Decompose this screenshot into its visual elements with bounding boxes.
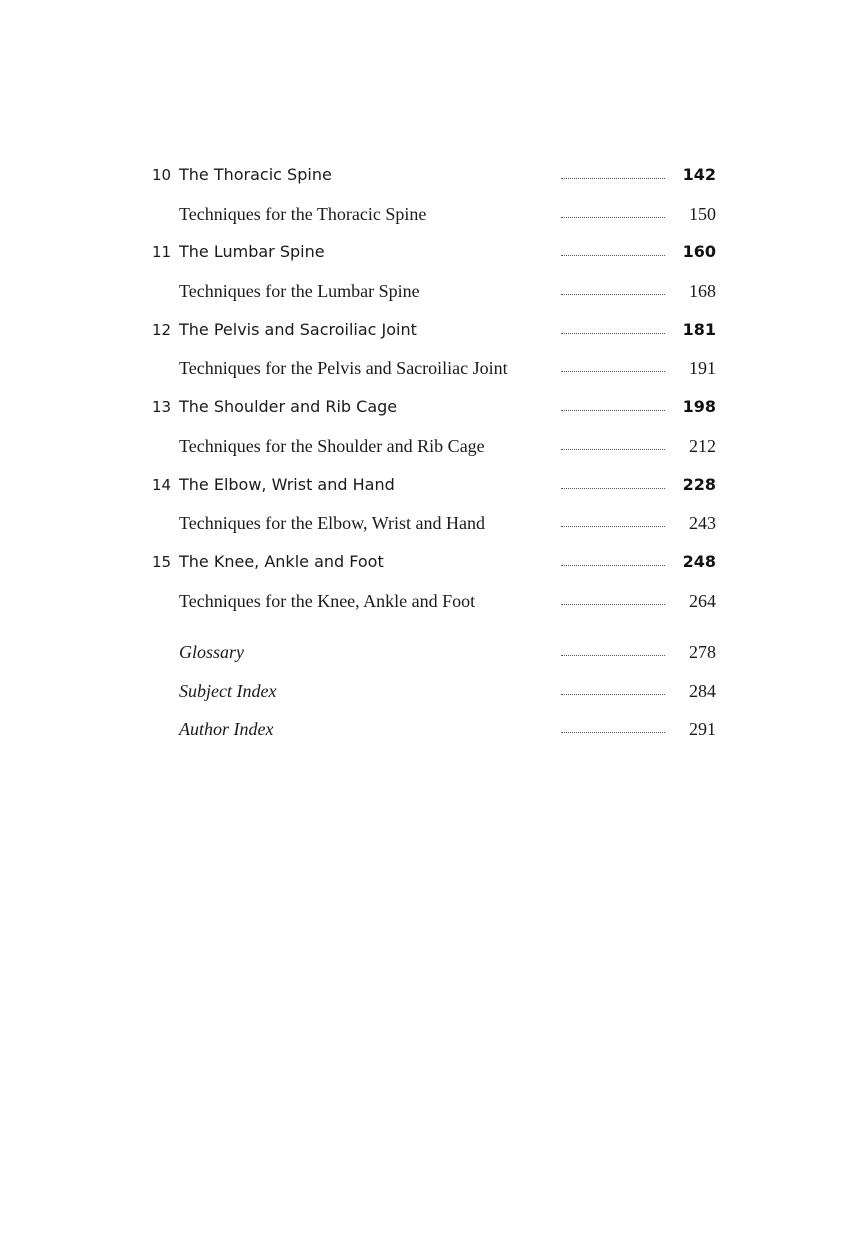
dot-leader bbox=[561, 333, 665, 334]
dot-leader bbox=[561, 526, 665, 527]
toc-section-row[interactable] bbox=[0, 277, 868, 305]
dot-leader bbox=[561, 604, 665, 605]
section-title: Techniques for the Elbow, Wrist and Hand bbox=[179, 513, 485, 533]
page-number: 291 bbox=[689, 719, 716, 739]
chapter-title: The Pelvis and Sacroiliac Joint bbox=[179, 320, 417, 339]
glossary-title: Glossary bbox=[179, 642, 245, 662]
toc-section-row[interactable] bbox=[0, 432, 868, 460]
dot-leader bbox=[561, 217, 665, 218]
toc-chapter-row[interactable] bbox=[0, 238, 868, 266]
chapter-title: The Thoracic Spine bbox=[179, 165, 332, 184]
dot-leader bbox=[561, 178, 665, 179]
chapter-title: The Knee, Ankle and Foot bbox=[179, 552, 384, 571]
chapter-number: 14 bbox=[152, 476, 172, 494]
page-number: 142 bbox=[682, 165, 716, 184]
dot-leader bbox=[561, 488, 665, 489]
dot-leader bbox=[561, 694, 665, 695]
toc-back-matter-row[interactable] bbox=[0, 715, 868, 743]
page-number: 212 bbox=[689, 436, 716, 456]
toc-section-row[interactable] bbox=[0, 354, 868, 382]
page-number: 284 bbox=[689, 681, 716, 701]
toc-back-matter-row[interactable] bbox=[0, 638, 868, 666]
page-number: 278 bbox=[689, 642, 716, 662]
section-title: Techniques for the Shoulder and Rib Cage bbox=[179, 436, 485, 456]
dot-leader bbox=[561, 410, 665, 411]
subject-index-title: Subject Index bbox=[179, 681, 277, 701]
page-number: 181 bbox=[682, 320, 716, 339]
chapter-title: The Lumbar Spine bbox=[179, 242, 325, 261]
toc-section-row[interactable] bbox=[0, 587, 868, 615]
section-title: Techniques for the Pelvis and Sacroiliac Joint bbox=[179, 358, 508, 378]
section-title: Techniques for the Lumbar Spine bbox=[179, 281, 420, 301]
dot-leader bbox=[561, 565, 665, 566]
toc-section-row[interactable] bbox=[0, 200, 868, 228]
chapter-number: 15 bbox=[152, 553, 172, 571]
chapter-number: 13 bbox=[152, 398, 172, 416]
page-number: 248 bbox=[682, 552, 716, 571]
chapter-number: 10 bbox=[152, 166, 172, 184]
dot-leader bbox=[561, 294, 665, 295]
author-index-title: Author Index bbox=[179, 719, 274, 739]
section-title: Techniques for the Knee, Ankle and Foot bbox=[179, 591, 476, 611]
toc-chapter-row[interactable] bbox=[0, 316, 868, 344]
dot-leader bbox=[561, 371, 665, 372]
chapter-number: 12 bbox=[152, 321, 172, 339]
chapter-number: 11 bbox=[152, 243, 172, 261]
page-number: 168 bbox=[689, 281, 716, 301]
section-title: Techniques for the Thoracic Spine bbox=[179, 204, 427, 224]
dot-leader bbox=[561, 732, 665, 733]
toc-chapter-row[interactable] bbox=[0, 393, 868, 421]
dot-leader bbox=[561, 255, 665, 256]
toc-chapter-row[interactable] bbox=[0, 161, 868, 189]
page-number: 191 bbox=[689, 358, 716, 378]
toc-section-row[interactable] bbox=[0, 509, 868, 537]
chapter-title: The Elbow, Wrist and Hand bbox=[179, 475, 395, 494]
dot-leader bbox=[561, 449, 665, 450]
page-number: 198 bbox=[682, 397, 716, 416]
page-number: 264 bbox=[689, 591, 716, 611]
page-number: 150 bbox=[689, 204, 716, 224]
page-number: 228 bbox=[682, 475, 716, 494]
page-number: 243 bbox=[689, 513, 716, 533]
chapter-title: The Shoulder and Rib Cage bbox=[179, 397, 398, 416]
page-number: 160 bbox=[682, 242, 716, 261]
toc-chapter-row[interactable] bbox=[0, 548, 868, 576]
toc-back-matter-row[interactable] bbox=[0, 677, 868, 705]
toc-chapter-row[interactable] bbox=[0, 471, 868, 499]
dot-leader bbox=[561, 655, 665, 656]
